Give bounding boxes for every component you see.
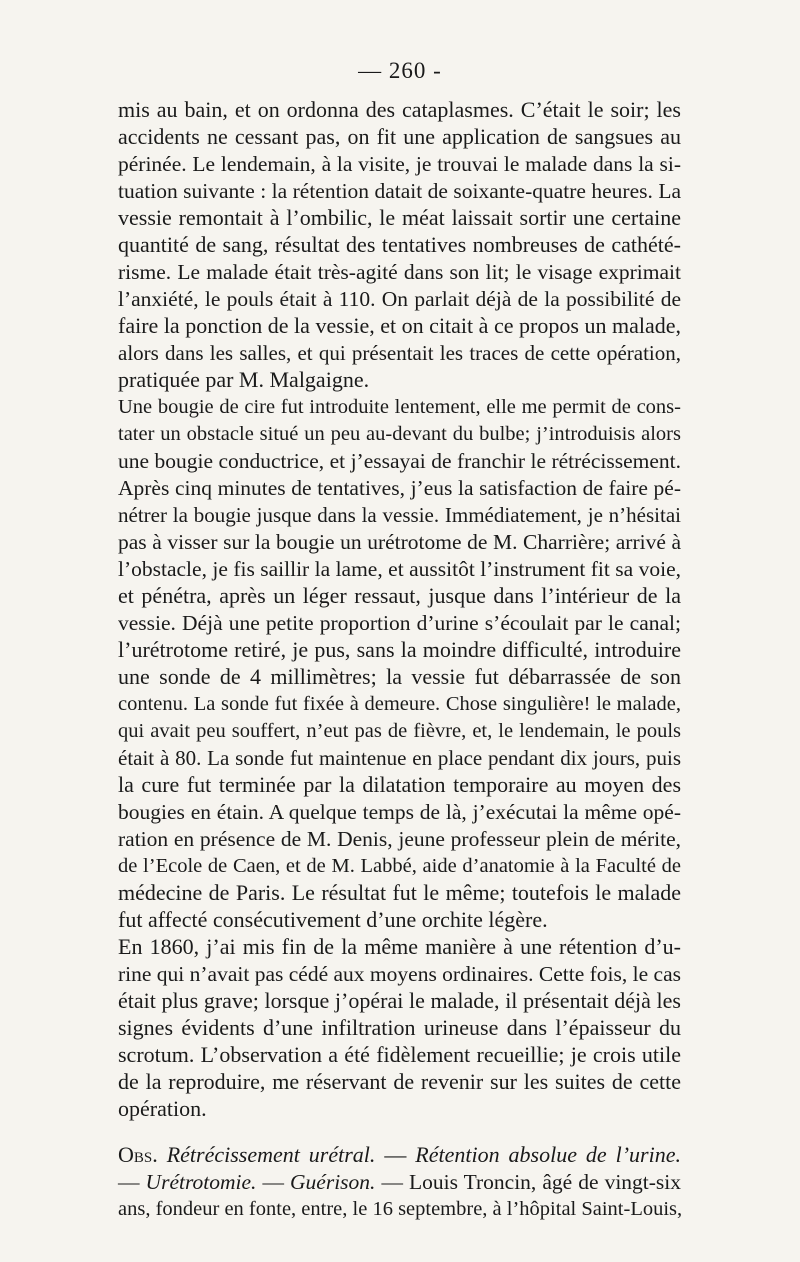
- text-line: l’anxiété, le pouls était à 110. On parlait déjà de la possibilité de: [118, 287, 681, 311]
- text-line: pas à visser sur la bougie un urétrotome de M. Charrière; arrivé à: [118, 530, 681, 554]
- observation-heading-line: [118, 1142, 681, 1168]
- text-line: risme. Le malade était très-agité dans son lit; le visage exprimait: [118, 260, 681, 284]
- text-line: scrotum. L’observation a été fidèlement recueillie; je crois utile: [118, 1042, 681, 1067]
- text-line: périnée. Le lendemain, à la visite, je trouvai le malade dans la si-: [118, 152, 681, 176]
- text-line: était plus grave; lorsque j’opérai le malade, il présentait déjà les: [118, 988, 681, 1013]
- text-line: contenu. La sonde fut fixée à demeure. Chose singulière! le malade,: [118, 693, 681, 715]
- page-number: — 260 -: [358, 58, 442, 83]
- observation-title: Guérison.: [290, 1170, 376, 1194]
- text-line: mis au bain, et on ordonna des cataplasmes. C’était le soir; les: [118, 97, 681, 122]
- text-line: de la reproduire, me réservant de revenir sur les suites de cette: [118, 1069, 681, 1094]
- text-line: Une bougie de cire fut introduite lentement, elle me permit de cons-: [118, 396, 681, 418]
- text-line: la cure fut terminée par la dilatation temporaire au moyen des: [118, 772, 681, 797]
- text-line: de l’Ecole de Caen, et de M. Labbé, aide d’anatomie à la Faculté de: [118, 855, 681, 877]
- text-line: une sonde de 4 millimètres; la vessie fut débarrassée de son: [118, 664, 681, 689]
- text-line: et pénétra, après un léger ressaut, jusque dans l’intérieur de la: [118, 583, 681, 608]
- text-line: fut affecté consécutivement d’une orchite légère.: [118, 907, 548, 932]
- observation-title: Rétention absolue de l’urine.: [415, 1142, 681, 1167]
- text-line: était à 80. La sonde fut maintenue en place pendant dix jours, puis: [118, 746, 681, 770]
- text-line: ans, fondeur en fonte, entre, le 16 septembre, à l’hôpital Saint-Louis,: [118, 1198, 683, 1220]
- text-line: accidents ne cessant pas, on fit une application de sangsues au: [118, 124, 681, 149]
- text-line: rine qui n’avait pas cédé aux moyens ordinaires. Cette fois, le cas: [118, 962, 681, 986]
- observation-heading-line: [118, 1169, 681, 1195]
- dash: —: [118, 1170, 146, 1194]
- text-line: ration en présence de M. Denis, jeune professeur plein de mérite,: [118, 827, 681, 851]
- observation-text: — Louis Troncin, âgé de vingt-six: [375, 1170, 682, 1194]
- text-line: vessie remontait à l’ombilic, le méat laissait sortir une certaine: [118, 205, 681, 230]
- text-line: signes évidents d’une infiltration urineuse dans l’épaisseur du: [118, 1015, 681, 1040]
- text-line: bougies en étain. A quelque temps de là, j’exécutai la même opé-: [118, 800, 681, 824]
- text-line: nétrer la bougie jusque dans la vessie. Immédiatement, je n’hésitai: [118, 503, 681, 527]
- text-line: vessie. Déjà une petite proportion d’urine s’écoulait par le canal;: [118, 611, 681, 635]
- text-line: pratiquée par M. Malgaigne.: [118, 367, 370, 392]
- observation-title: Rétrécissement urétral.: [166, 1142, 376, 1167]
- dash: —: [256, 1170, 291, 1194]
- text-line: l’obstacle, je fis saillir la lame, et aussitôt l’instrument fit sa voie,: [118, 557, 681, 581]
- text-line: alors dans les salles, et qui présentait les traces de cette opération,: [118, 341, 681, 365]
- text-line: quantité de sang, résultat des tentatives nombreuses de cathété-: [118, 232, 681, 257]
- text-line: faire la ponction de la vessie, et on citait à ce propos un malade,: [118, 313, 681, 338]
- text-line: qui avait peu souffert, n’eut pas de fièvre, et, le lendemain, le pouls: [118, 720, 681, 742]
- observation-title: Urétrotomie.: [145, 1170, 257, 1194]
- text-line: tater un obstacle situé un peu au-devant du bulbe; j’introduisis alors: [118, 423, 681, 445]
- text-line: une bougie conductrice, et j’essayai de franchir le rétrécissement.: [118, 449, 681, 473]
- observation-label: Obs.: [118, 1142, 158, 1167]
- text-line: Après cinq minutes de tentatives, j’eus la satisfaction de faire pé-: [118, 476, 681, 500]
- text-line: l’urétrotome retiré, je pus, sans la moindre difficulté, introduire: [118, 637, 681, 662]
- dash: —: [375, 1142, 416, 1167]
- text-line: opération.: [118, 1096, 207, 1121]
- text-line: En 1860, j’ai mis fin de la même manière à une rétention d’u-: [118, 934, 681, 959]
- text-line: médecine de Paris. Le résultat fut le même; toutefois le malade: [118, 880, 681, 905]
- text-line: tuation suivante : la rétention datait de soixante-quatre heures. La: [118, 179, 681, 203]
